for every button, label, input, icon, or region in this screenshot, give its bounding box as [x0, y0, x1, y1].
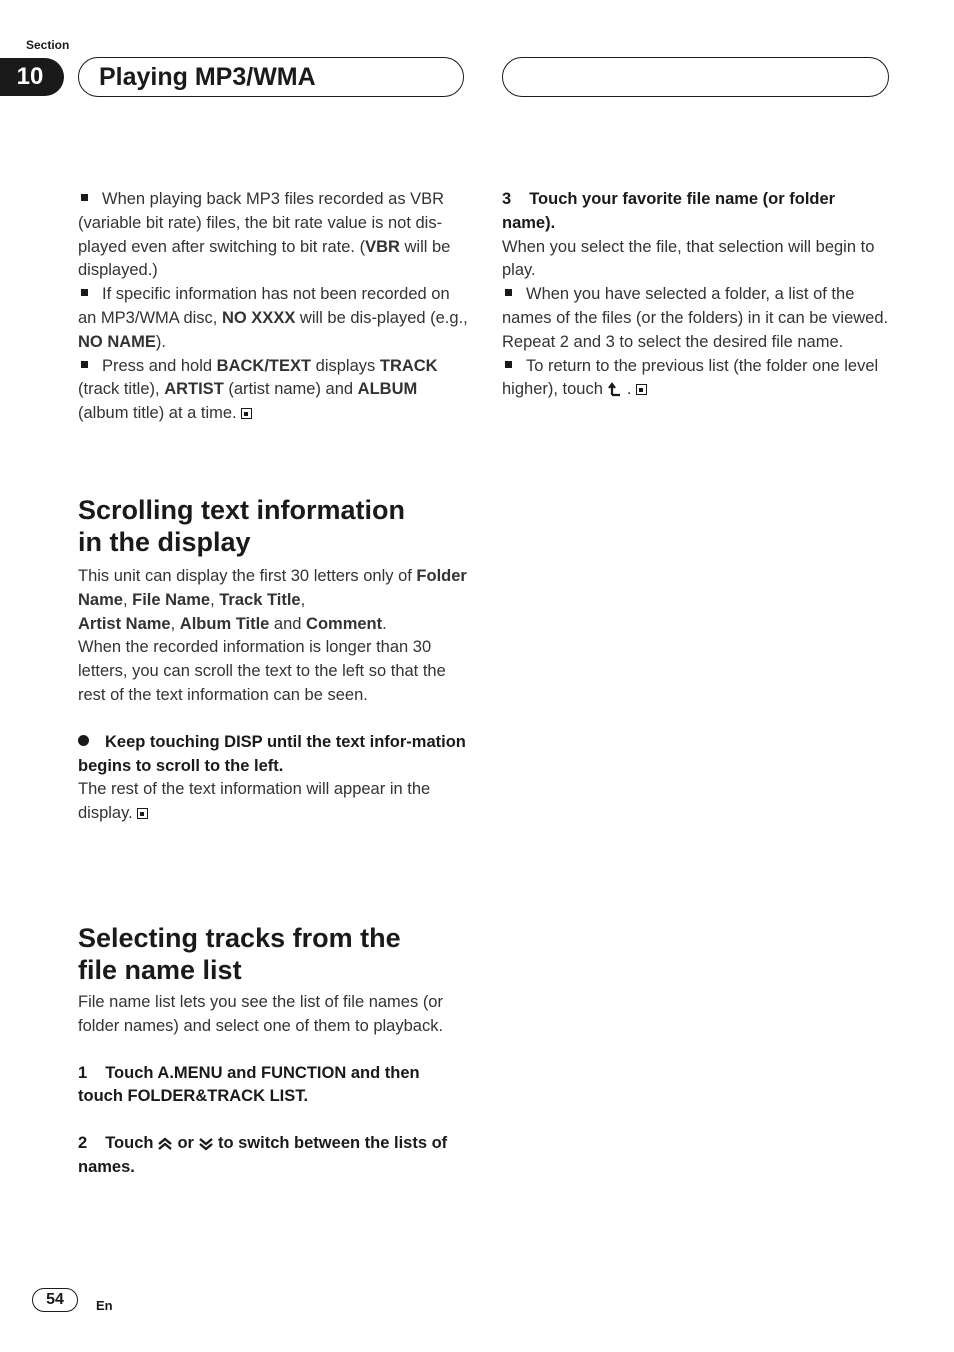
- square-bullet-icon: [505, 361, 512, 368]
- scroll-result: The rest of the text information will appear in the display.: [78, 780, 431, 823]
- right-column: [502, 188, 892, 402]
- select-intro: File name list lets you see the list of file names (or folder names) and select one of them to playback.: [78, 993, 444, 1035]
- step-3: 3 Touch your favorite file name (or folder name).: [502, 190, 836, 232]
- note-folder: When you have selected a folder, a list of the names of the files (or the folders) in it can be viewed. Repeat 2 and 3 to select the desired file name.: [502, 285, 889, 351]
- page-number: 54: [32, 1288, 78, 1312]
- note-back-text: Press and hold BACK/TEXT displays TRACK (track title), ARTIST (artist name) and ALBUM (album title) at a time.: [78, 356, 438, 423]
- top-notes: [78, 188, 468, 426]
- scroll-intro: This unit can display the first 30 letters only of Folder Name, File Name, Track Title, Artist Name, Album Title and Comment.: [78, 567, 467, 633]
- section-number-badge: 10: [0, 58, 64, 96]
- header-empty-box: [502, 57, 889, 97]
- round-bullet-icon: [78, 735, 89, 746]
- chapter-title: Playing MP3/WMA: [78, 57, 464, 97]
- square-bullet-icon: [81, 194, 88, 201]
- select-heading: Selecting tracks from the file name list: [78, 923, 401, 985]
- language-code: En: [96, 1298, 113, 1313]
- note-vbr: When playing back MP3 files recorded as VBR (variable bit rate) files, the bit rate value is not dis-played even after switching to bit rate. (VBR will be displayed.): [78, 190, 451, 280]
- section-label: Section: [26, 38, 70, 52]
- end-mark-icon: [636, 384, 647, 395]
- end-mark-icon: [241, 408, 252, 419]
- step-2: 2 Touch or to switch between the lists of names.: [78, 1134, 448, 1176]
- note-no-name: If specific information has not been recorded on an MP3/WMA disc, NO XXXX will be dis-played (e.g., NO NAME).: [78, 285, 468, 351]
- square-bullet-icon: [81, 361, 88, 368]
- scroll-section: [78, 494, 468, 826]
- square-bullet-icon: [81, 289, 88, 296]
- select-section: [78, 922, 468, 1180]
- scroll-heading: Scrolling text information in the display: [78, 495, 406, 557]
- step-1: 1 Touch A.MENU and FUNCTION and then touch FOLDER&TRACK LIST.: [78, 1063, 420, 1106]
- return-up-arrow-icon: [607, 381, 623, 397]
- double-chevron-up-icon: [157, 1137, 173, 1151]
- scroll-instruction: Keep touching DISP until the text infor-mation begins to scroll to the left.: [78, 732, 466, 775]
- end-mark-icon: [137, 808, 148, 819]
- scroll-body: When the recorded information is longer than 30 letters, you can scroll the text to the left so that the rest of the text information can be seen.: [78, 638, 446, 704]
- step-3-body: When you select the file, that selection will begin to play.: [502, 237, 875, 280]
- note-return: To return to the previous list (the folder one level higher), touch .: [502, 356, 879, 399]
- square-bullet-icon: [505, 289, 512, 296]
- double-chevron-down-icon: [198, 1137, 214, 1151]
